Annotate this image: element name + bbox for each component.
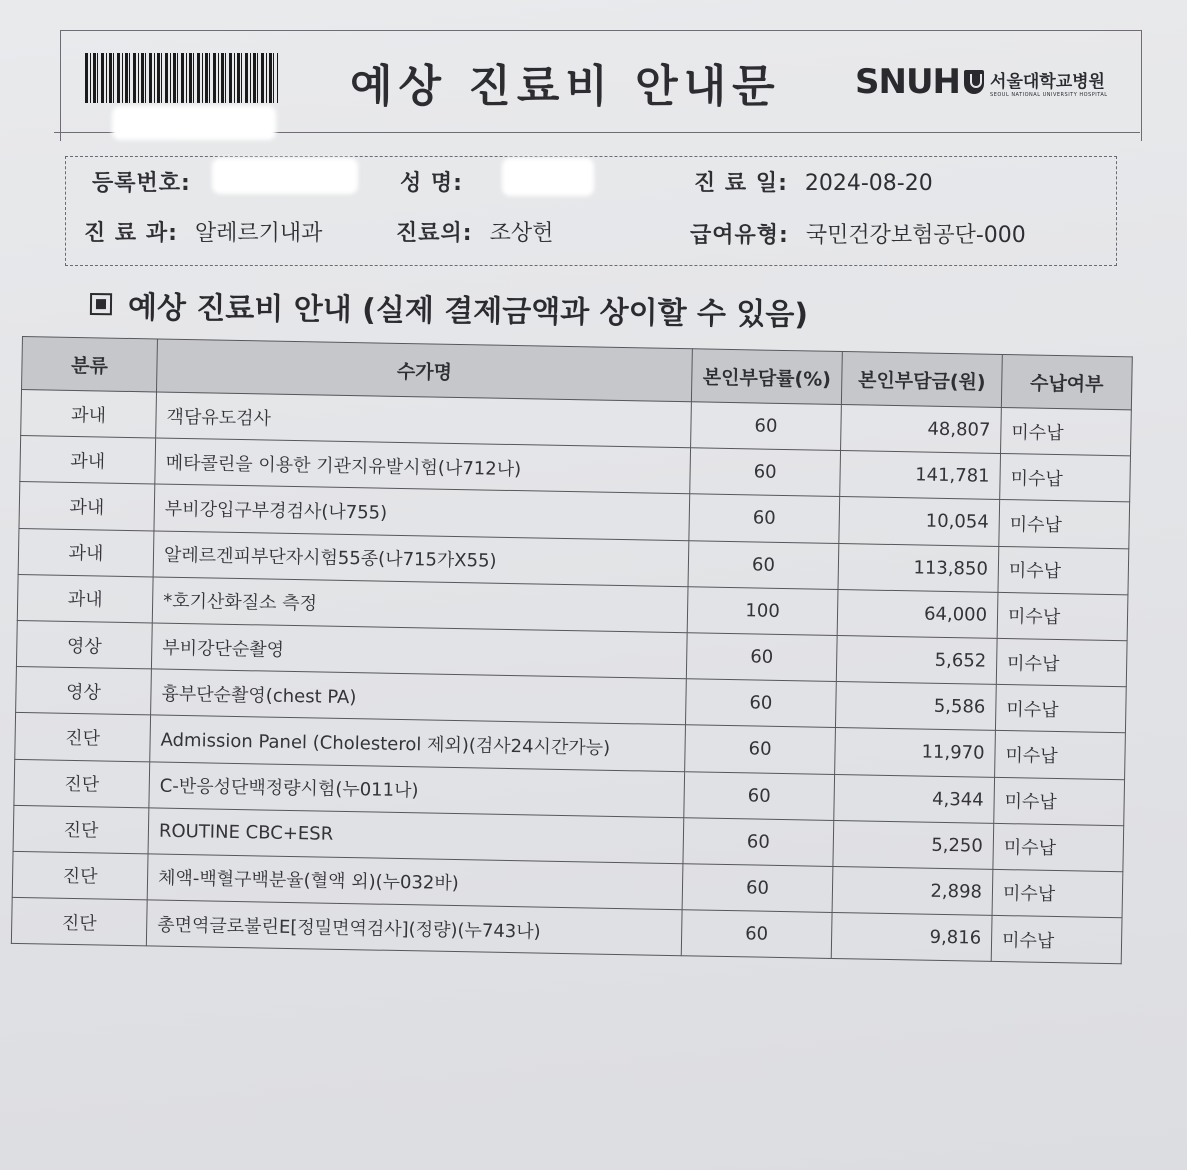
department-label: 진 료 과: — [84, 221, 178, 246]
cell-copay-rate: 60 — [689, 494, 840, 543]
cell-item-name: 흉부단순촬영(chest PA) — [151, 669, 687, 725]
cell-copay-rate: 60 — [685, 679, 836, 728]
document-title: 예상 진료비 안내문 — [350, 61, 781, 112]
visit-date-field — [694, 166, 933, 197]
doctor-label: 진료의: — [396, 221, 473, 246]
cell-item-name: 총면역글로불린E[정밀면역검사](정량)(누743나) — [146, 900, 682, 956]
redacted-registration-number — [212, 158, 358, 194]
registration-label: 등록번호: — [92, 171, 191, 196]
visit-date-value: 2024-08-20 — [804, 171, 933, 196]
doctor-value: 조상헌 — [489, 221, 554, 246]
cell-category: 과내 — [21, 390, 157, 439]
header-item-name: 수가명 — [156, 339, 692, 402]
cell-category: 영상 — [16, 620, 152, 669]
cell-payment-status: 미수납 — [991, 915, 1122, 964]
cell-copay-amount: 141,781 — [840, 451, 1001, 500]
fee-table — [11, 336, 1133, 965]
cell-payment-status: 미수납 — [1001, 407, 1132, 456]
header-copay-amount: 본인부담금(원) — [841, 352, 1002, 408]
cell-payment-status: 미수납 — [995, 685, 1126, 734]
cell-payment-status: 미수납 — [993, 823, 1124, 872]
cell-copay-rate: 100 — [687, 586, 838, 635]
cell-copay-amount: 4,344 — [834, 774, 995, 823]
cell-copay-amount: 113,850 — [838, 543, 999, 592]
cell-category: 과내 — [18, 528, 154, 577]
header-payment-status: 수납여부 — [1001, 354, 1132, 409]
square-bullet-icon — [90, 293, 112, 315]
cell-category: 진단 — [15, 713, 151, 762]
shield-icon — [964, 70, 984, 94]
cell-copay-rate: 60 — [684, 771, 835, 820]
cell-copay-amount: 2,898 — [832, 866, 993, 915]
logo-text — [990, 67, 1108, 98]
insurance-type-field — [690, 218, 1026, 249]
cell-category: 과내 — [17, 574, 153, 623]
visit-date-label: 진 료 일: — [694, 171, 788, 196]
cell-copay-rate: 60 — [686, 633, 837, 682]
cell-copay-amount: 64,000 — [837, 589, 998, 638]
header-category: 분류 — [22, 337, 158, 392]
name-label: 성 명: — [400, 171, 463, 196]
cell-item-name: *호기산화질소 측정 — [152, 577, 688, 633]
cell-payment-status: 미수납 — [997, 592, 1128, 641]
cell-item-name: 알레르겐피부단자시험55종(나715가X55) — [153, 531, 689, 587]
cell-item-name: 부비강입구부경검사(나755) — [154, 484, 690, 540]
cell-copay-amount: 9,816 — [831, 913, 992, 962]
cell-copay-rate: 60 — [681, 910, 832, 959]
cell-payment-status: 미수납 — [1000, 454, 1131, 503]
hospital-name: 서울대학교병원 — [990, 71, 1105, 92]
cell-item-name: ROUTINE CBC+ESR — [148, 808, 684, 864]
cell-copay-rate: 60 — [685, 725, 836, 774]
cell-payment-status: 미수납 — [994, 777, 1125, 826]
cell-category: 진단 — [14, 759, 150, 808]
cell-copay-rate: 60 — [682, 864, 833, 913]
header-copay-rate: 본인부담률(%) — [691, 349, 842, 405]
hospital-name-en: SEOUL NATIONAL UNIVERSITY HOSPITAL — [990, 91, 1108, 98]
fee-table-wrapper — [11, 336, 1132, 964]
cell-payment-status: 미수납 — [996, 638, 1127, 687]
cell-category: 진단 — [11, 897, 147, 946]
cell-item-name: 객담유도검사 — [156, 392, 692, 448]
cell-copay-rate: 60 — [691, 402, 842, 451]
cell-copay-amount: 48,807 — [841, 405, 1002, 454]
cell-payment-status: 미수납 — [998, 546, 1129, 595]
cell-copay-rate: 60 — [690, 448, 841, 497]
cell-payment-status: 미수납 — [992, 869, 1123, 918]
redacted-barcode-number — [112, 106, 276, 140]
cell-item-name: 메타콜린을 이용한 기관지유발시험(나712나) — [155, 438, 691, 494]
cell-copay-amount: 10,054 — [839, 497, 1000, 546]
section-title-text: 예상 진료비 안내 (실제 결제금액과 상이할 수 있음) — [127, 290, 809, 333]
cell-item-name: 부비강단순촬영 — [151, 623, 687, 679]
patient-name-field — [400, 166, 463, 197]
section-title — [90, 282, 809, 334]
logo-wordmark: SNUH — [855, 62, 961, 102]
hospital-logo — [855, 62, 1108, 102]
doctor-field — [396, 216, 553, 247]
cell-category: 영상 — [16, 667, 152, 716]
cell-category: 과내 — [19, 482, 155, 531]
cell-copay-amount: 11,970 — [835, 728, 996, 777]
cell-item-name: Admission Panel (Cholesterol 제외)(검사24시간가능) — [150, 715, 686, 771]
cell-payment-status: 미수납 — [995, 731, 1126, 780]
department-field — [84, 216, 322, 247]
cell-copay-amount: 5,586 — [835, 682, 996, 731]
redacted-patient-name — [502, 158, 594, 196]
insurance-value: 국민건강보험공단-000 — [805, 223, 1026, 248]
registration-number-field — [92, 166, 191, 197]
cell-category: 과내 — [20, 436, 156, 485]
department-value: 알레르기내과 — [194, 221, 323, 246]
cell-category: 진단 — [13, 805, 149, 854]
cell-item-name: 체액-백혈구백분율(혈액 외)(누032바) — [147, 854, 683, 910]
cell-payment-status: 미수납 — [999, 500, 1130, 549]
cell-copay-amount: 5,250 — [833, 820, 994, 869]
cell-category: 진단 — [12, 851, 148, 900]
insurance-label: 급여유형: — [690, 223, 789, 248]
cell-copay-amount: 5,652 — [836, 635, 997, 684]
cell-item-name: C-반응성단백정량시험(누011나) — [149, 761, 685, 817]
cell-copay-rate: 60 — [683, 817, 834, 866]
cell-copay-rate: 60 — [688, 540, 839, 589]
barcode-image — [85, 53, 278, 103]
